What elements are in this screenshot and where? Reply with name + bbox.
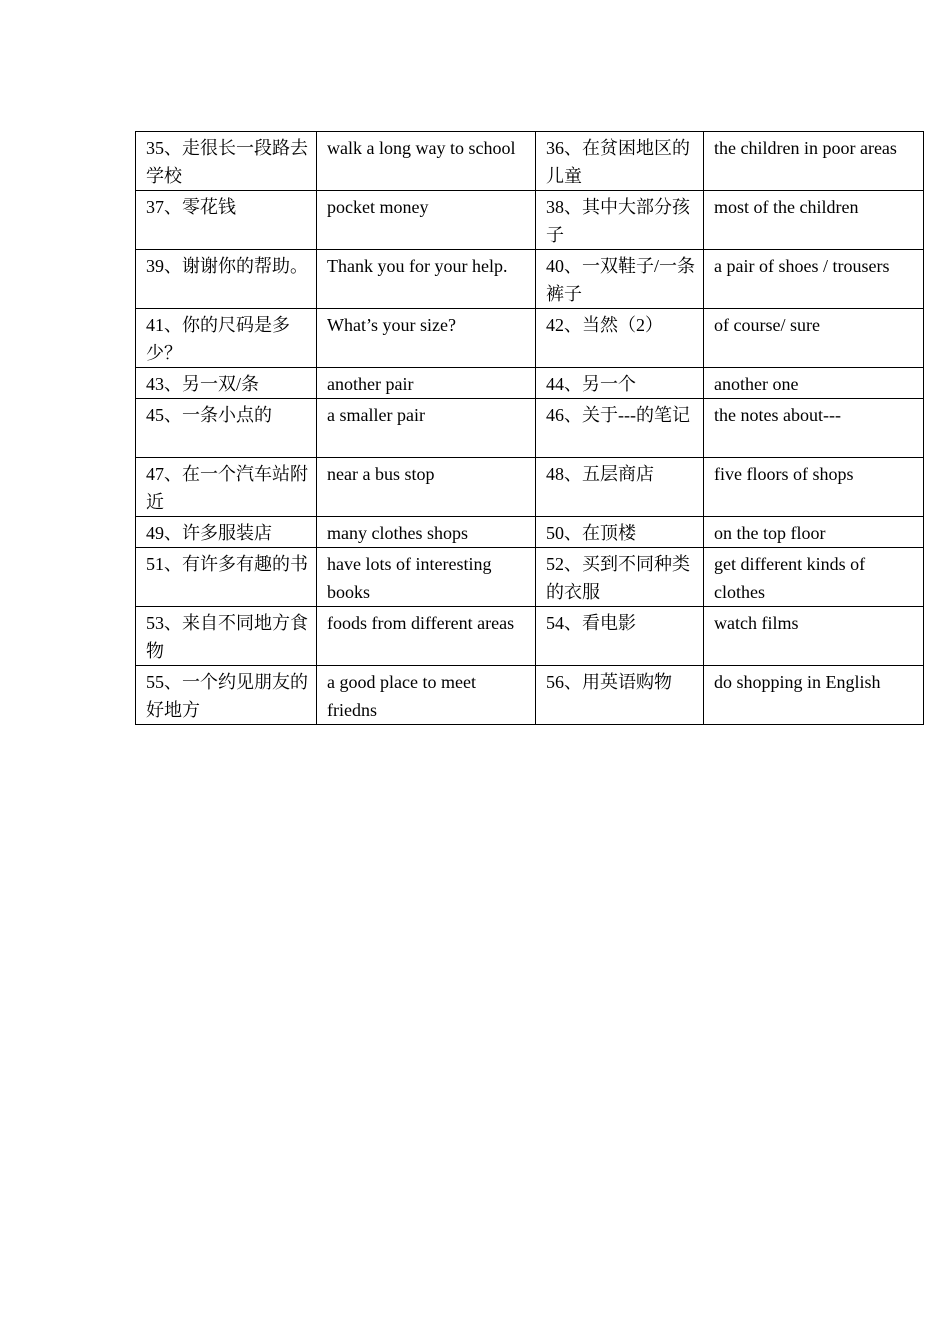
english-phrase-cell: many clothes shops [317, 517, 536, 548]
chinese-phrase-cell: 50、在顶楼 [536, 517, 704, 548]
english-phrase-cell: get different kinds of clothes [704, 548, 924, 607]
chinese-phrase-cell: 36、在贫困地区的儿童 [536, 132, 704, 191]
chinese-phrase-cell: 56、用英语购物 [536, 666, 704, 725]
table-row [136, 399, 924, 458]
english-phrase-cell: a good place to meet friedns [317, 666, 536, 725]
english-phrase-cell: watch films [704, 607, 924, 666]
chinese-phrase-cell: 45、一条小点的 [136, 399, 317, 458]
chinese-phrase-cell: 46、关于---的笔记 [536, 399, 704, 458]
chinese-phrase-cell: 43、另一双/条 [136, 368, 317, 399]
english-phrase-cell: have lots of interesting books [317, 548, 536, 607]
english-phrase-cell: a pair of shoes / trousers [704, 250, 924, 309]
english-phrase-cell: five floors of shops [704, 458, 924, 517]
chinese-phrase-cell: 38、其中大部分孩子 [536, 191, 704, 250]
english-phrase-cell: another one [704, 368, 924, 399]
chinese-phrase-cell: 35、走很长一段路去学校 [136, 132, 317, 191]
table-row [136, 368, 924, 399]
chinese-phrase-cell: 41、你的尺码是多少？ [136, 309, 317, 368]
chinese-phrase-cell: 52、买到不同种类的衣服 [536, 548, 704, 607]
english-phrase-cell: foods from different areas [317, 607, 536, 666]
table-row [136, 666, 924, 725]
english-phrase-cell: walk a long way to school [317, 132, 536, 191]
chinese-phrase-cell: 49、许多服装店 [136, 517, 317, 548]
english-phrase-cell: a smaller pair [317, 399, 536, 458]
chinese-phrase-cell: 54、看电影 [536, 607, 704, 666]
table-row [136, 607, 924, 666]
table-row [136, 132, 924, 191]
table-row [136, 548, 924, 607]
chinese-phrase-cell: 48、五层商店 [536, 458, 704, 517]
chinese-phrase-cell: 37、零花钱 [136, 191, 317, 250]
chinese-phrase-cell: 51、有许多有趣的书 [136, 548, 317, 607]
english-phrase-cell: of course/ sure [704, 309, 924, 368]
english-phrase-cell: near a bus stop [317, 458, 536, 517]
table-row [136, 517, 924, 548]
chinese-phrase-cell: 53、来自不同地方食物 [136, 607, 317, 666]
chinese-phrase-cell: 42、当然（2） [536, 309, 704, 368]
english-phrase-cell: on the top floor [704, 517, 924, 548]
chinese-phrase-cell: 40、一双鞋子/一条裤子 [536, 250, 704, 309]
english-phrase-cell: another pair [317, 368, 536, 399]
table-row [136, 309, 924, 368]
table-row [136, 250, 924, 309]
table-row [136, 458, 924, 517]
chinese-phrase-cell: 55、一个约见朋友的好地方 [136, 666, 317, 725]
english-phrase-cell: the children in poor areas [704, 132, 924, 191]
english-phrase-cell: most of the children [704, 191, 924, 250]
vocabulary-table [135, 131, 924, 725]
english-phrase-cell: What’s your size? [317, 309, 536, 368]
english-phrase-cell: Thank you for your help. [317, 250, 536, 309]
table-row [136, 191, 924, 250]
chinese-phrase-cell: 44、另一个 [536, 368, 704, 399]
english-phrase-cell: the notes about--- [704, 399, 924, 458]
english-phrase-cell: pocket money [317, 191, 536, 250]
chinese-phrase-cell: 47、在一个汽车站附近 [136, 458, 317, 517]
english-phrase-cell: do shopping in English [704, 666, 924, 725]
chinese-phrase-cell: 39、谢谢你的帮助。 [136, 250, 317, 309]
